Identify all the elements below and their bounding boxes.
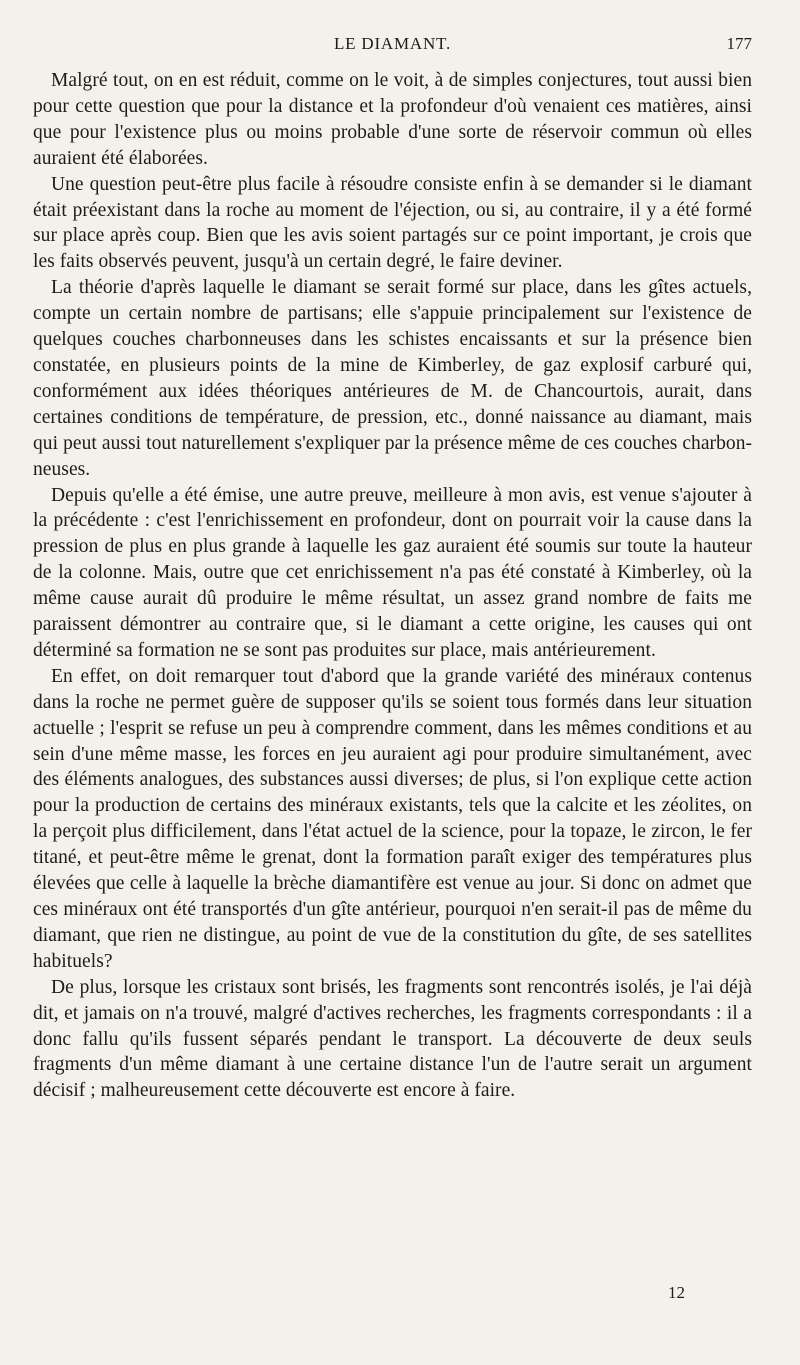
paragraph: De plus, lorsque les cristaux sont brisés, les fragments sont rencontrés isolés, je l'ai déjà dit, et jamais on n'a trouvé, malgré d'actives recherches, les fragments correspondants : il a donc fallu qu'ils fussent séparés pendant le transport. La découverte de deux seuls fragments d'un même diamant à une certaine distance l'un de l'autre serait un argument décisif ; malheureusement cette découverte est encore à faire.: [33, 976, 752, 1102]
paragraph: En effet, on doit remarquer tout d'abord que la grande variété des minéraux contenus dans la roche ne permet guère de supposer qu'ils se soient tous formés dans leur situation actuelle ; l'esprit se refuse un peu à comprendre comment, dans les mêmes conditions et au sein d'une même masse, les forces en jeu auraient agi pour produire simultanément, avec des éléments analogues, des substances aussi diverses; de plus, si l'on explique cette action pour la production de certains des minéraux existants, tels que la calcite et les zéolites, on la perçoit plus difficilement, dans l'état actuel de la science, pour la topaze, le zircon, le fer titané, et peut-être même le grenat, dont la formation paraît exiger des températures plus élevées que celle à laquelle la brèche diamantifère est venue au jour. Si donc on admet que ces minéraux ont été transportés d'un gîte antérieur, pourquoi n'en serait-il pas de même du diamant, que rien ne distingue, au point de vue de la constitution du gîte, de ses satellites habituels?: [33, 665, 752, 972]
paragraph: Depuis qu'elle a été émise, une autre preuve, meilleure à mon avis, est venue s'ajouter à la précédente : c'est l'enrichissement en profondeur, dont on pourrait voir la cause dans la pression de plus en plus grande à laquelle les gaz auraient été soumis sur toute la hauteur de la colonne. Mais, outre que cet enrichissement n'a pas été constaté à Kimberley, où la même cause aurait dû produire le même résultat, un assez grand nombre de faits me paraissent démontrer au contraire que, si le diamant a cette origine, les causes qui ont déterminé sa formation ne se sont pas produites sur place, mais antérieurement.: [33, 484, 752, 661]
paragraph: Malgré tout, on en est réduit, comme on le voit, à de simples conjectures, tout aussi bien pour cette question que pour la distance et la profondeur d'où venaient ces matières, ainsi que pour l'existence plus ou moins probable d'une sorte de réservoir commun où elles auraient été élaborées.: [33, 70, 752, 169]
running-head: [33, 0, 752, 62]
signature-mark: 12: [668, 1283, 685, 1302]
body-text: [33, 68, 752, 1104]
page-number: 177: [726, 34, 752, 53]
paragraph: Une question peut-être plus facile à résoudre consiste enfin à se demander si le diamant était préexistant dans la roche au moment de l'éjection, ou si, au contraire, il y a été formé sur place après coup. Bien que les avis soient partagés sur ce point important, je crois que les faits observés peuvent, jusqu'à un certain degré, le faire deviner.: [33, 173, 752, 273]
running-title: LE DIAMANT.: [333, 34, 452, 53]
paragraph: La théorie d'après laquelle le diamant se serait formé sur place, dans les gîtes actuels, compte un certain nombre de partisans; elle s'appuie principalement sur l'existence de quelques couches charbonneuses dans les schistes encaissants et sur la présence bien constatée, en plusieurs points de la mine de Kimberley, de gaz explosif carburé qui, conformément aux idées théoriques antérieures de M. de Chancourtois, aurait, dans certaines conditions de température, de pression, etc., donné naissance au diamant, mais qui peut aussi tout naturellement s'expliquer par la présence même de ces couches charbonneuses.: [33, 277, 752, 480]
